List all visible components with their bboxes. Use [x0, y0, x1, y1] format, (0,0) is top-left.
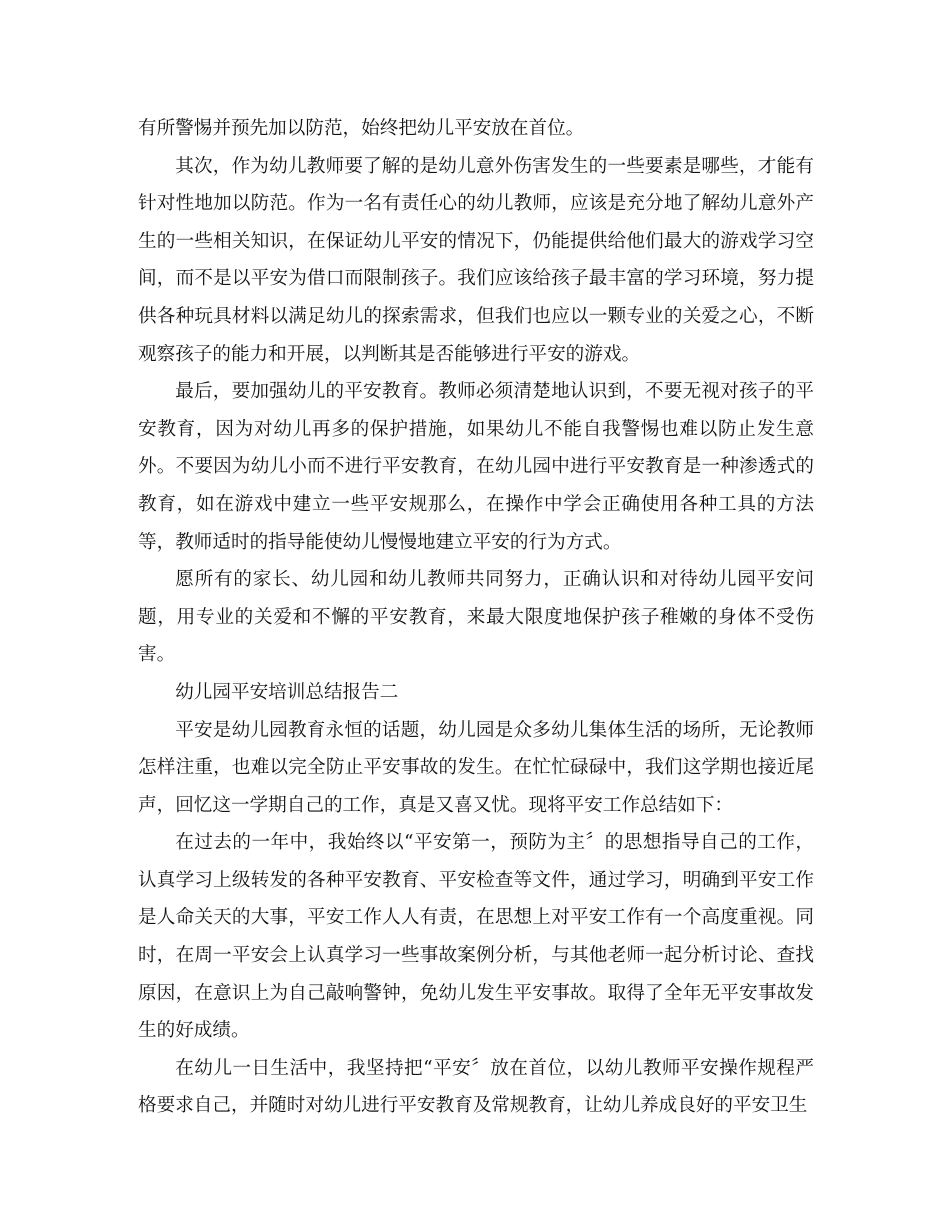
- paragraph-7: 在幼儿一日生活中，我坚持把“平安〞放在首位，以幼儿教师平安操作规程严格要求自己，并随时对幼儿进行平安教育及常规教育，让幼儿养成良好的平安卫生: [138, 1057, 814, 1117]
- section-heading: 幼儿园平安培训总结报告二: [175, 681, 399, 703]
- paragraph-3: 最后，要加强幼儿的平安教育。教师必须清楚地认识到，不要无视对孩子的平安教育，因为对幼儿再多的保护措施，如果幼儿不能自我警惕也难以防止发生意外。不要因为幼儿小而不进行平安教育，在幼儿园中进行平安教育是一种渗透式的教育，如在游戏中建立一些平安规那么，在操作中学会正确使用各种工具的方法等，教师适时的指导能使幼儿慢慢地建立平安的行为方式。: [138, 381, 814, 553]
- paragraph-5: 平安是幼儿园教育永恒的话题，幼儿园是众多幼儿集体生活的场所，无论教师怎样注重，也难以完全防止平安事故的发生。在忙忙碌碌中，我们这学期也接近尾声，回忆这一学期自己的工作，真是又喜又忧。现将平安工作总结如下：: [138, 719, 814, 816]
- paragraph-6: 在过去的一年中，我始终以“平安第一，预防为主〞的思想指导自己的工作，认真学习上级转发的各种平安教育、平安检查等文件，通过学习，明确到平安工作是人命关天的大事，平安工作人人有责，在思想上对平安工作有一个高度重视。同时，在周一平安会上认真学习一些事故案例分析，与其他老师一起分析讨论、查找原因，在意识上为自己敲响警钟，免幼儿发生平安事故。取得了全年无平安事故发生的好成绩。: [138, 832, 814, 1042]
- paragraph-2: 其次，作为幼儿教师要了解的是幼儿意外伤害发生的一些要素是哪些，才能有针对性地加以防范。作为一名有责任心的幼儿教师，应该是充分地了解幼儿意外产生的一些相关知识，在保证幼儿平安的情况下，仍能提供给他们最大的游戏学习空间，而不是以平安为借口而限制孩子。我们应该给孩子最丰富的学习环境，努力提供各种玩具材料以满足幼儿的探索需求，但我们也应以一颗专业的关爱之心，不断观察孩子的能力和开展，以判断其是否能够进行平安的游戏。: [138, 155, 814, 365]
- paragraph-4: 愿所有的家长、幼儿园和幼儿教师共同努力，正确认识和对待幼儿园平安问题，用专业的关爱和不懈的平安教育，来最大限度地保护孩子稚嫩的身体不受伤害。: [138, 569, 814, 666]
- paragraph-1: 有所警惕并预先加以防范，始终把幼儿平安放在首位。: [138, 118, 585, 139]
- document-body: [138, 110, 814, 1125]
